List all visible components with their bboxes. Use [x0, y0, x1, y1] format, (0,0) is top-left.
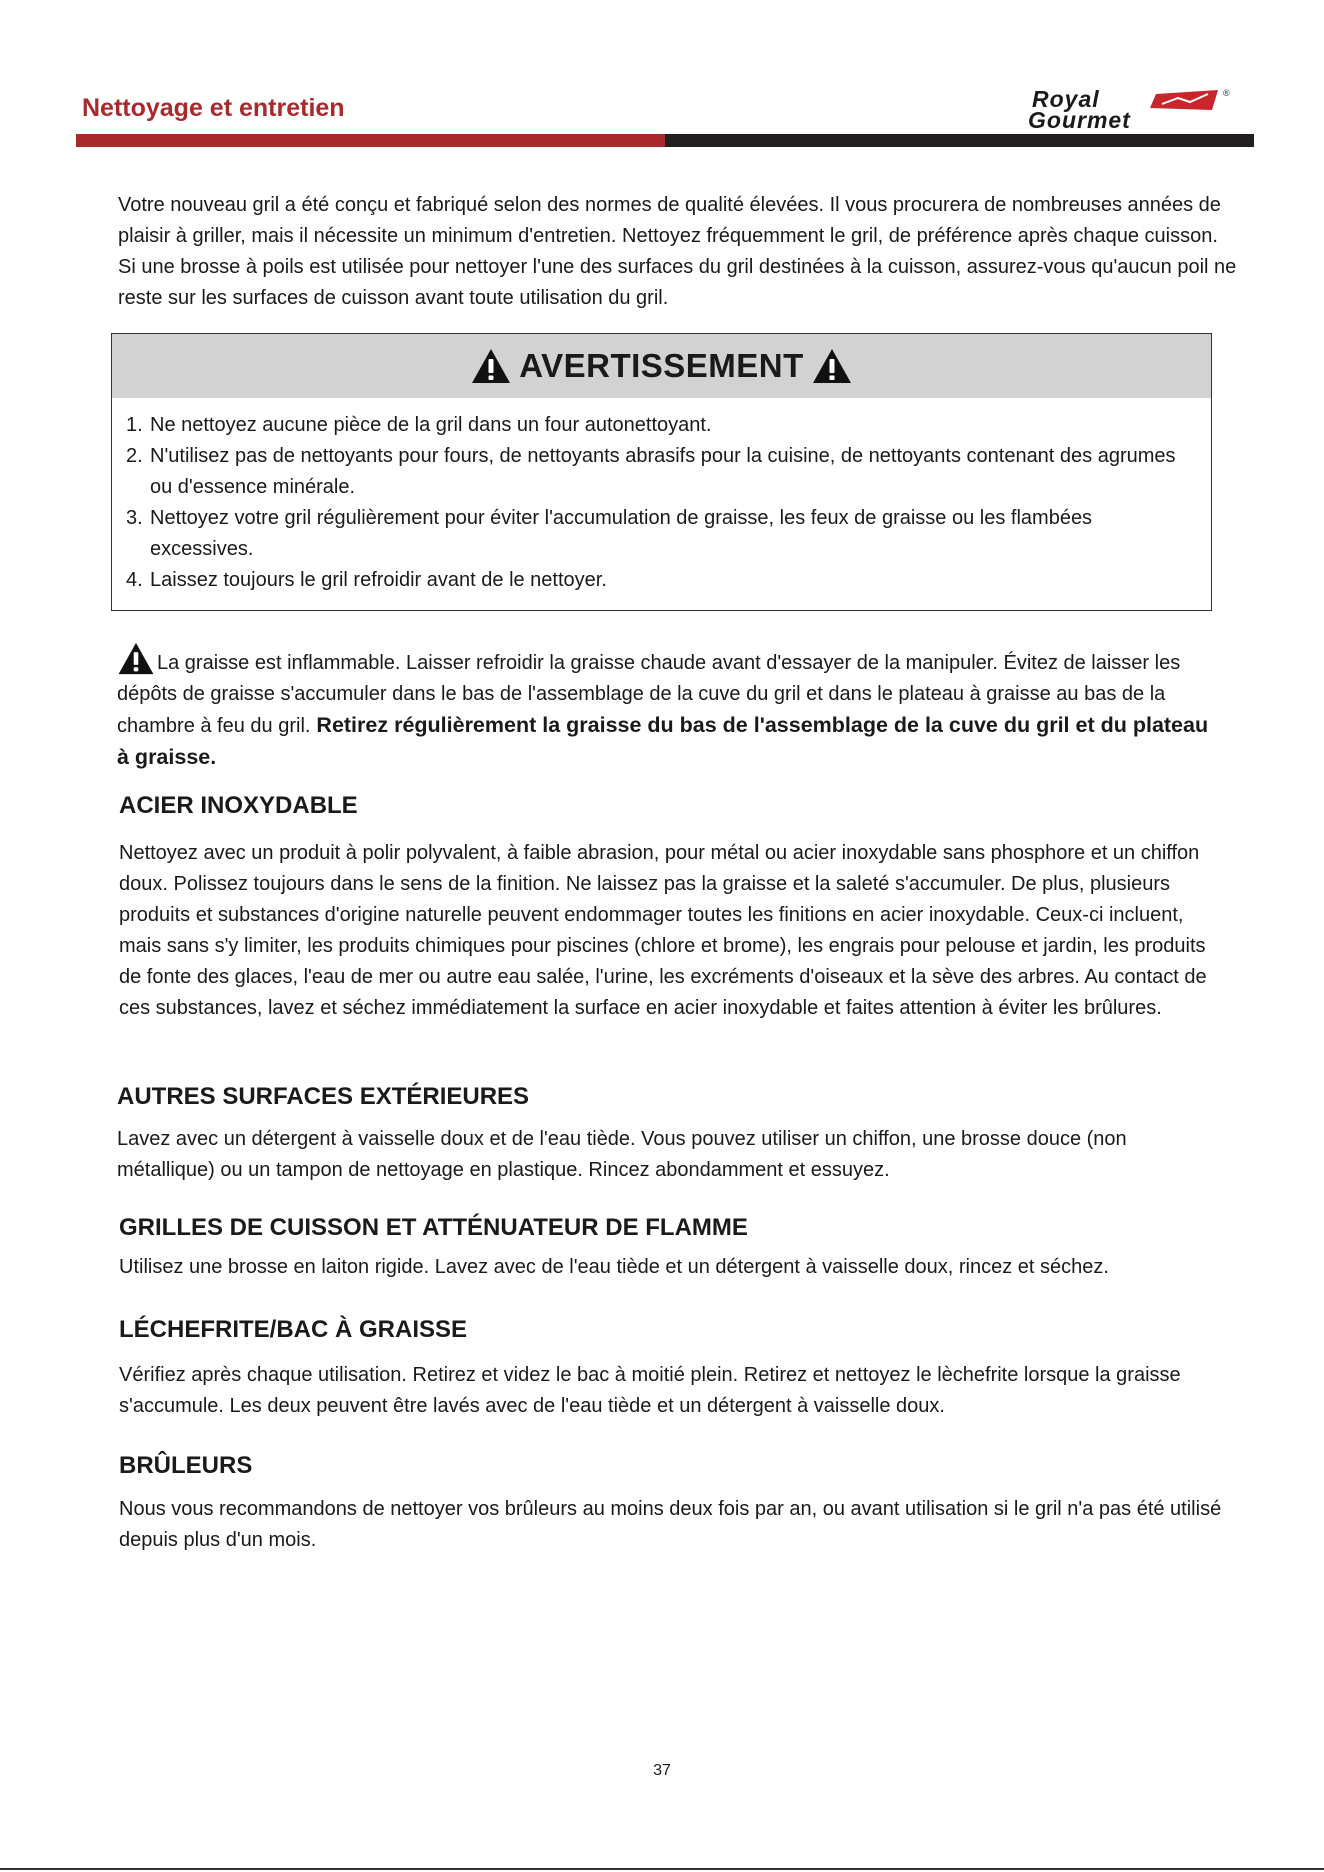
- logo-text-gourmet: Gourmet: [1028, 107, 1131, 133]
- warning-list: [112, 398, 1211, 596]
- warning-header: [112, 334, 1211, 398]
- grease-warning-paragraph: [117, 642, 1222, 774]
- warning-item-number: 4.: [126, 569, 143, 591]
- warning-item-text: N'utilisez pas de nettoyants pour fours, de nettoyants abrasifs pour la cuisine, de nettoyants contenant des agrumes ou d'essence minérale.: [150, 445, 1176, 498]
- section-body-lechefrite: Vérifiez après chaque utilisation. Retirez et videz le bac à moitié plein. Retirez et nettoyez le lèchefrite lorsque la graisse s'accumule. Les deux peuvent être lavés avec de l'eau tiède et un détergent à vaisselle doux.: [119, 1364, 1181, 1417]
- logo-text-royal: Royal: [1032, 86, 1100, 112]
- warning-item: [126, 503, 1193, 565]
- warning-triangle-icon: [471, 348, 511, 384]
- warning-triangle-icon: [812, 348, 852, 384]
- page-title: Nettoyage et entretien: [82, 94, 345, 122]
- section-title-acier: ACIER INOXYDABLE: [119, 792, 358, 819]
- brand-logo: [1028, 88, 1228, 134]
- warning-title: AVERTISSEMENT: [519, 347, 804, 384]
- section-title-lechefrite: LÉCHEFRITE/BAC À GRAISSE: [119, 1316, 468, 1343]
- warning-item: [126, 441, 1193, 503]
- warning-item-text: Ne nettoyez aucune pièce de la gril dans un four autonettoyant.: [150, 414, 712, 436]
- header-rule-dark: [665, 134, 1254, 147]
- header-rule-red: [76, 134, 665, 147]
- warning-box: [111, 333, 1212, 611]
- warning-item-text: Nettoyez votre gril régulièrement pour éviter l'accumulation de graisse, les feux de graisse ou les flambées excessives.: [150, 507, 1093, 560]
- section-title-grilles: GRILLES DE CUISSON ET ATTÉNUATEUR DE FLAMME: [119, 1214, 748, 1241]
- grease-warning-text: La graisse est inflammable. Laisser refroidir la graisse chaude avant d'essayer de la manipuler. Évitez de laisser les dépôts de graisse s'accumuler dans le bas de l'assemblage de la cuve du gril et dans le plateau à graisse au bas de la chambre à feu du gril.: [117, 652, 1181, 737]
- registered-mark: ®: [1223, 88, 1230, 98]
- flag-icon: [1148, 90, 1220, 112]
- section-body-acier: Nettoyez avec un produit à polir polyvalent, à faible abrasion, pour métal ou acier inoxydable sans phosphore et un chiffon doux. Polissez toujours dans le sens de la finition. Ne laissez pas la graisse et la saleté s'accumuler. De plus, plusieurs produits et substances d'origine naturelle peuvent endommager toutes les finitions en acier inoxydable. Ceux-ci incluent, mais sans s'y limiter, les produits chimiques pour piscines (chlore et brome), les engrais pour pelouse et jardin, les produits de fonte des glaces, l'eau de mer ou autre eau salée, l'urine, les excréments d'oiseaux et la sève des arbres. Au contact de ces substances, lavez et séchez immédiatement la surface en acier inoxydable et faites attention à éviter les brûlures.: [119, 842, 1207, 1019]
- section-body-grilles: Utilisez une brosse en laiton rigide. Lavez avec de l'eau tiède et un détergent à vaisselle doux, rincez et séchez.: [119, 1256, 1109, 1278]
- bottom-rule: [0, 1868, 1324, 1870]
- warning-item-text: Laissez toujours le gril refroidir avant de le nettoyer.: [150, 569, 607, 591]
- section-body-bruleurs: Nous vous recommandons de nettoyer vos brûleurs au moins deux fois par an, ou avant utilisation si le gril n'a pas été utilisé depuis plus d'un mois.: [119, 1498, 1222, 1551]
- warning-item: [126, 410, 1193, 441]
- warning-item-number: 3.: [126, 507, 143, 529]
- warning-triangle-icon: [117, 642, 155, 675]
- grease-warning-bold: Retirez régulièrement la graisse du bas de l'assemblage de la cuve du gril et du plateau à graisse.: [117, 713, 1209, 769]
- section-title-bruleurs: BRÛLEURS: [119, 1452, 253, 1479]
- intro-paragraph: Votre nouveau gril a été conçu et fabriqué selon des normes de qualité élevées. Il vous procurera de nombreuses années de plaisir à griller, mais il nécessite un minimum d'entretien. Nettoyez fréquemment le gril, de préférence après chaque cuisson. Si une brosse à poils est utilisée pour nettoyer l'une des surfaces du gril destinées à la cuisson, assurez-vous qu'aucun poil ne reste sur les surfaces de cuisson avant toute utilisation du gril.: [118, 194, 1237, 309]
- warning-item-number: 1.: [126, 414, 143, 436]
- section-body-autres: Lavez avec un détergent à vaisselle doux et de l'eau tiède. Vous pouvez utiliser un chiffon, une brosse douce (non métallique) ou un tampon de nettoyage en plastique. Rincez abondamment et essuyez.: [117, 1128, 1127, 1181]
- warning-item-number: 2.: [126, 445, 143, 467]
- page-number: 37: [653, 1762, 671, 1779]
- warning-item: [126, 565, 1193, 596]
- section-title-autres: AUTRES SURFACES EXTÉRIEURES: [117, 1083, 530, 1110]
